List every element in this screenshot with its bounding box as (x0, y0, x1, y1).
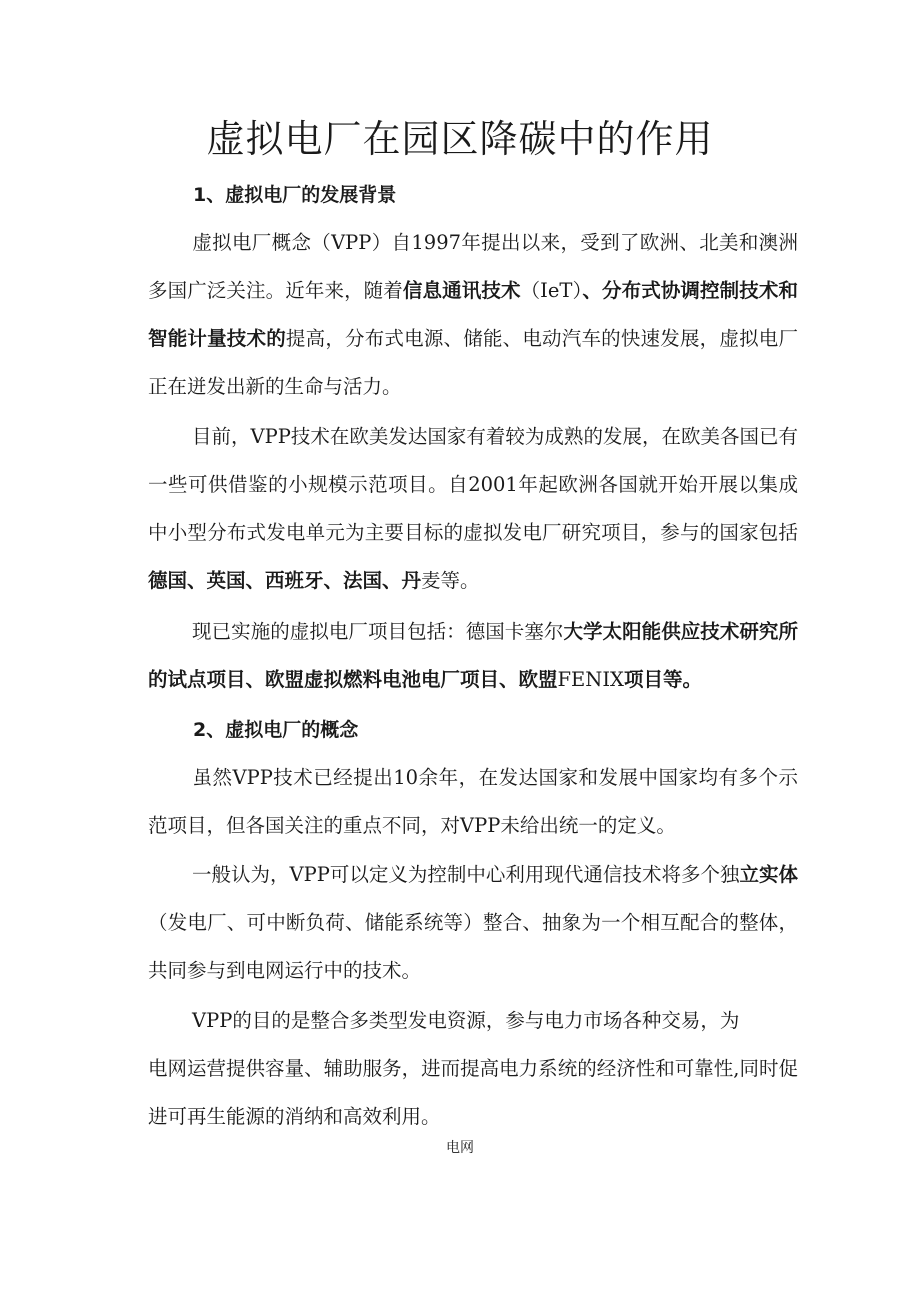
bold-run: 、分布式协调控制技术和智能计量技术的 (148, 279, 798, 350)
paragraph-vpp-definition-intro (148, 754, 798, 850)
text-run: 虽然VPP技术已经提出10余年，在发达国家和发展中国家均有多个示范项目，但各国关注的重点不同，对VPP未给出统一的定义。 (148, 766, 798, 837)
text-run: FENIX (557, 668, 624, 691)
text-run: 麦等。 (421, 569, 480, 592)
bold-run: 立实体 (739, 863, 798, 886)
text-run: 虚拟电厂概念（VPP）自1997年提出以来，受到了欧洲、北美和澳洲多国广泛关注。近年来，随着 (148, 231, 798, 302)
paragraph-vpp-definition (148, 851, 798, 995)
paragraph-vpp-projects (148, 608, 798, 704)
text-run: 一般认为，VPP可以定义为控制中心利用现代通信技术将多个独 (192, 863, 740, 886)
bold-run: 信息通讯技术 (402, 279, 521, 302)
bold-run: 大学太阳能供应技术研究所的试点项目、欧盟虚拟燃料电池电厂项目、欧盟 (148, 620, 798, 691)
text-run: 提高，分布式电源、储能、电动汽车的快速发展，虚拟电厂正在迸发出新的生命与活力。 (148, 327, 798, 398)
text-run: 电网运营提供容量、辅助服务，进而提高电力系统的经济性和可靠性,同时促进可再生能源的消纳和高效利用。 (148, 1057, 798, 1128)
document-title: 虚拟电厂在园区降碳中的作用 (206, 117, 714, 161)
bold-run: 项目等。 (623, 668, 702, 691)
section-heading-background: 1、虚拟电厂的发展背景 (193, 184, 397, 206)
paragraph-vpp-europe (148, 413, 798, 605)
paragraph-vpp-purpose (148, 997, 798, 1141)
text-run: 目前，VPP技术在欧美发达国家有着较为成熟的发展，在欧美各国已有一些可供借鉴的小规模示范项目。自2001年起欧洲各国就开始开展以集成中小型分布式发电单元为主要目标的虚拟发电厂研究项目，参与的国家包括 (148, 425, 798, 544)
paragraph-vpp-history (148, 219, 798, 411)
text-run: VPP的目的是整合多类型发电资源，参与电力市场各种交易，为 (192, 1009, 740, 1032)
bold-run: 德国、英国、西班牙、法国、丹 (148, 569, 422, 592)
figure-caption: 电网 (446, 1140, 474, 1156)
text-run: 现已实施的虚拟电厂项目包括：德国卡塞尔 (192, 620, 564, 643)
section-heading-concept: 2、虚拟电厂的概念 (193, 719, 359, 741)
text-run: （IeT） (520, 279, 583, 302)
text-run: （发电厂、可中断负荷、储能系统等）整合、抽象为一个相互配合的整体，共同参与到电网运行中的技术。 (148, 911, 798, 982)
